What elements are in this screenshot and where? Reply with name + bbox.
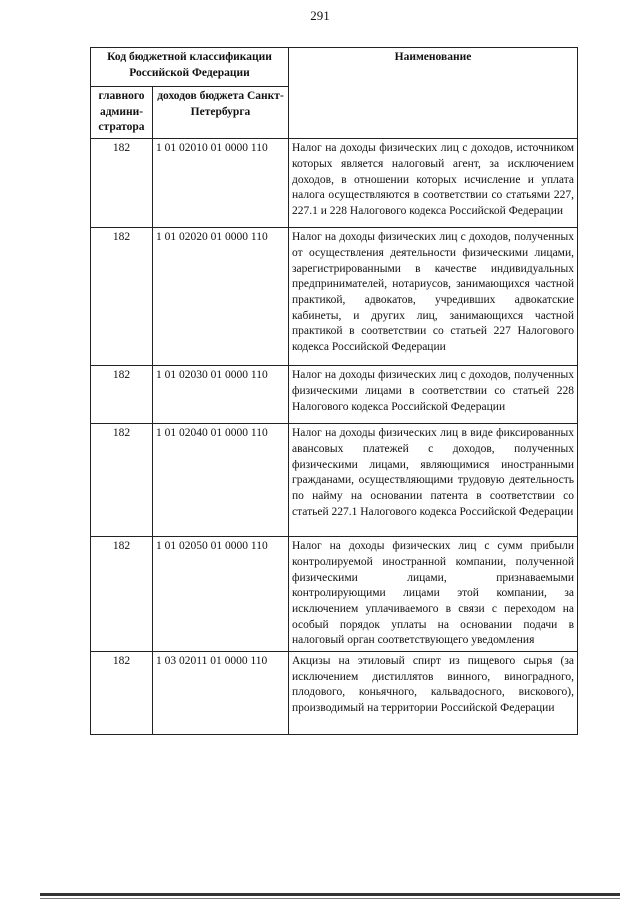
income-code-cell: 1 01 02010 01 0000 110: [153, 139, 289, 228]
income-code-cell: 1 03 02011 01 0000 110: [153, 652, 289, 735]
income-code-cell: 1 01 02030 01 0000 110: [153, 366, 289, 424]
header-classification-code: Код бюджетной классификации Российской Федерации: [91, 48, 289, 87]
income-code-cell: 1 01 02050 01 0000 110: [153, 537, 289, 652]
header-budget-income: доходов бюджета Санкт-Петербурга: [153, 87, 289, 139]
header-main-administrator: главного админи-стратора: [91, 87, 153, 139]
scan-edge-line-thin: [40, 898, 620, 899]
table-row: [91, 228, 578, 366]
table-row: [91, 139, 578, 228]
table-row: [91, 537, 578, 652]
income-name-cell: Налог на доходы физических лиц с сумм прибыли контролируемой иностранной компании, полученной физическими лицами, признаваемыми контролирующими лицами этой компании, за исключением уплачиваемого в связи с переходом на особый порядок уплаты на основании подачи в налоговый орган соответствующего уведомления: [289, 537, 578, 652]
income-name-cell: Налог на доходы физических лиц в виде фиксированных авансовых платежей с доходов, полученных физическими лицами, являющимися иностранными гражданами, осуществляющими трудовую деятельность по найму на основании патента в соответствии со статьей 227.1 Налогового кодекса Российской Федерации: [289, 424, 578, 537]
table-row: [91, 424, 578, 537]
budget-classification-table: [90, 47, 578, 735]
table-row: [91, 652, 578, 735]
header-name: Наименование: [289, 48, 578, 139]
admin-code-cell: 182: [91, 424, 153, 537]
page-number: 291: [310, 8, 330, 23]
income-name-cell: Налог на доходы физических лиц с доходов, источником которых является налоговый агент, за исключением доходов, в отношении которых исчисление и уплата налога осуществляются в соответствии со статьями 227, 227.1 и 228 Налогового кодекса Российской Федерации: [289, 139, 578, 228]
admin-code-cell: 182: [91, 537, 153, 652]
income-code-cell: 1 01 02020 01 0000 110: [153, 228, 289, 366]
table-row: [91, 366, 578, 424]
income-name-cell: Налог на доходы физических лиц с доходов, полученных от осуществления деятельности физическими лицами, зарегистрированными в качестве индивидуальных предпринимателей, нотариусов, занимающихся частной практикой, адвокатов, учредивших адвокатские кабинеты, и других лиц, занимающихся частной практикой в соответствии со статьей 227 Налогового кодекса Российской Федерации: [289, 228, 578, 366]
income-name-cell: Акцизы на этиловый спирт из пищевого сырья (за исключением дистиллятов винного, виноградного, плодового, коньячного, кальвадосного, вискового), производимый на территории Российской Федерации: [289, 652, 578, 735]
scan-edge-line: [40, 893, 620, 896]
income-name-cell: Налог на доходы физических лиц с доходов, полученных физическими лицами в соответствии со статьей 228 Налогового кодекса Российской Федерации: [289, 366, 578, 424]
income-code-cell: 1 01 02040 01 0000 110: [153, 424, 289, 537]
admin-code-cell: 182: [91, 228, 153, 366]
admin-code-cell: 182: [91, 652, 153, 735]
admin-code-cell: 182: [91, 139, 153, 228]
admin-code-cell: 182: [91, 366, 153, 424]
